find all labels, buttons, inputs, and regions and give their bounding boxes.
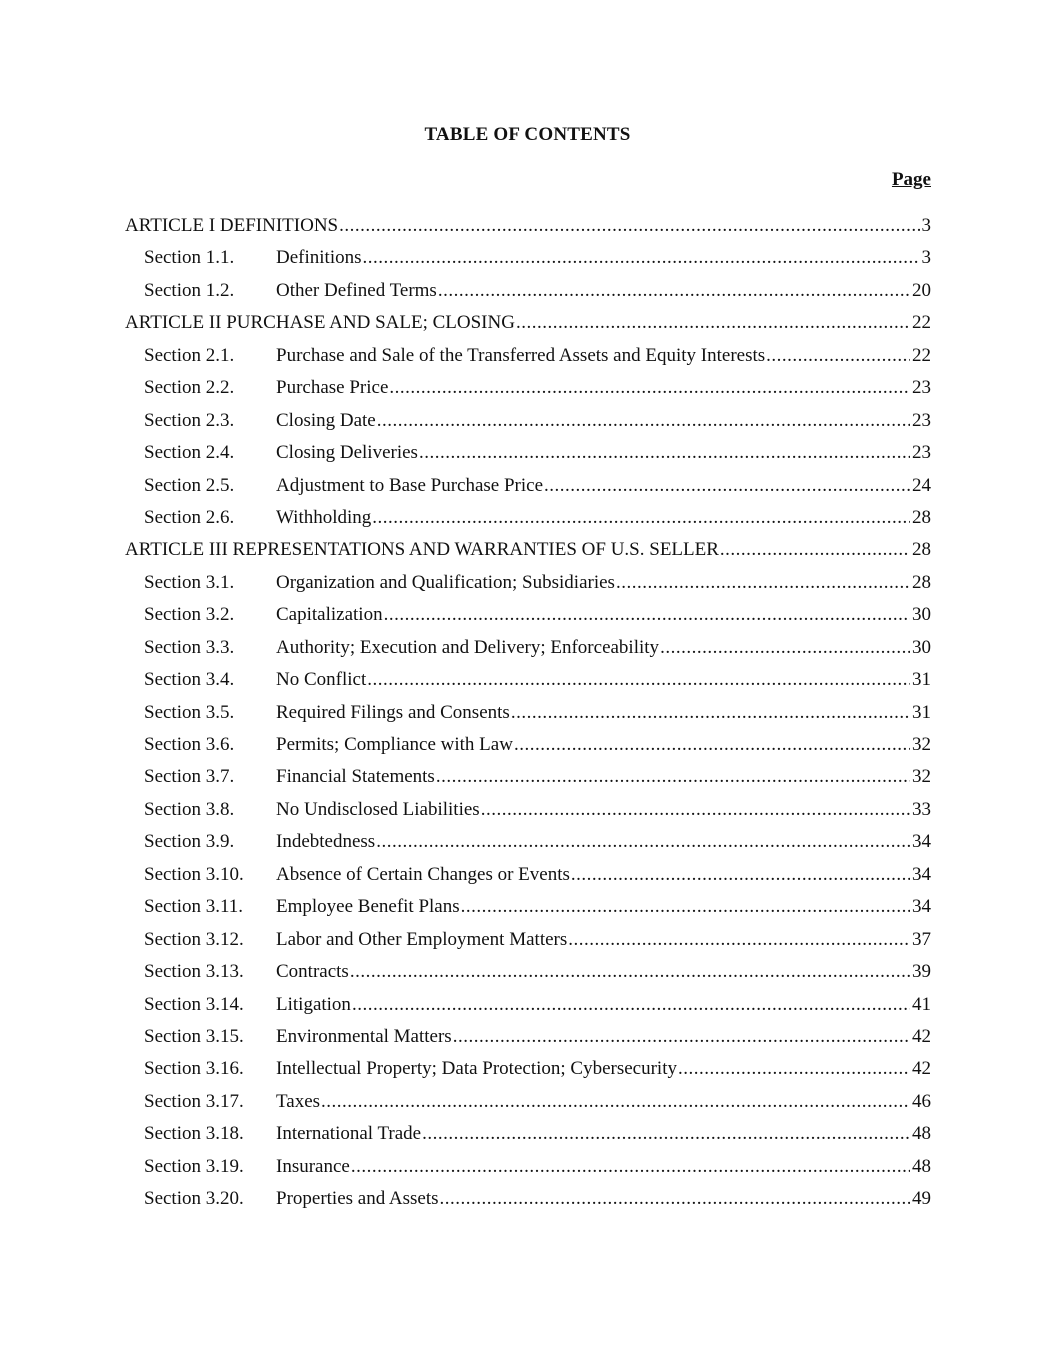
section-title: Closing Date: [276, 409, 376, 431]
section-title: Labor and Other Employment Matters: [276, 928, 568, 950]
dot-leader: [766, 340, 910, 372]
toc-section-entry[interactable]: [125, 664, 931, 696]
page-number: 23: [912, 442, 931, 464]
page-number: 23: [912, 377, 931, 399]
dot-leader: [372, 502, 910, 534]
page-number: 31: [912, 669, 931, 691]
toc-section-entry[interactable]: [125, 372, 931, 404]
section-title: Other Defined Terms: [276, 279, 437, 301]
page-number: 48: [912, 1123, 931, 1145]
section-number: Section 3.3.: [144, 636, 235, 658]
section-title: Withholding: [276, 506, 372, 528]
toc-section-entry[interactable]: [125, 437, 931, 469]
section-number: Section 3.4.: [144, 669, 235, 691]
dot-leader: [377, 405, 910, 437]
section-title: Financial Statements: [276, 766, 435, 788]
page-column-heading: Page: [891, 169, 931, 190]
section-number: Section 3.19.: [144, 1155, 244, 1177]
section-title: Taxes: [276, 1090, 321, 1112]
section-title: Contracts: [276, 961, 349, 983]
toc-section-entry[interactable]: [125, 697, 931, 729]
dot-leader: [511, 697, 910, 729]
toc-section-entry[interactable]: [125, 340, 931, 372]
section-number: Section 3.2.: [144, 604, 235, 626]
dot-leader: [568, 924, 910, 956]
page-number: 30: [912, 636, 931, 658]
section-title: Environmental Matters: [276, 1025, 452, 1047]
dot-leader: [481, 794, 910, 826]
toc-section-entry[interactable]: [125, 794, 931, 826]
page-number: 37: [912, 928, 931, 950]
article-title: ARTICLE III REPRESENTATIONS AND WARRANTIES OF U.S. SELLER: [125, 539, 719, 561]
page-number: 28: [912, 539, 931, 561]
section-number: Section 3.20.: [144, 1188, 244, 1210]
section-number: Section 3.8.: [144, 798, 235, 820]
toc-section-entry[interactable]: [125, 1053, 931, 1085]
toc-section-entry[interactable]: [125, 891, 931, 923]
section-title: No Undisclosed Liabilities: [276, 798, 480, 820]
dot-leader: [514, 729, 910, 761]
toc-section-entry[interactable]: [125, 599, 931, 631]
toc-list: [125, 210, 931, 1216]
dot-leader: [367, 664, 910, 696]
page-number: 32: [912, 734, 931, 755]
page-number: 34: [912, 831, 931, 853]
dot-leader: [339, 210, 919, 242]
toc-section-entry[interactable]: [125, 1021, 931, 1053]
dot-leader: [384, 599, 910, 631]
page-number: 41: [912, 993, 931, 1015]
section-number: Section 3.6.: [144, 734, 235, 755]
toc-section-entry[interactable]: [125, 1151, 931, 1183]
section-number: Section 3.1.: [144, 571, 235, 593]
section-title: International Trade: [276, 1123, 422, 1145]
page-number: 34: [912, 863, 931, 885]
toc-section-entry[interactable]: [125, 242, 931, 274]
dot-leader: [389, 372, 910, 404]
toc-article-entry[interactable]: [125, 307, 931, 339]
page-number: 22: [912, 344, 931, 366]
section-number: Section 3.11.: [144, 896, 244, 918]
dot-leader: [350, 956, 910, 988]
section-title: Insurance: [276, 1155, 350, 1177]
toc-article-entry[interactable]: [125, 210, 931, 242]
page-number: 28: [912, 571, 931, 593]
toc-section-entry[interactable]: [125, 275, 931, 307]
dot-leader: [678, 1053, 910, 1085]
dot-leader: [419, 437, 910, 469]
article-title: ARTICLE II PURCHASE AND SALE; CLOSING: [125, 312, 515, 334]
toc-section-entry[interactable]: [125, 502, 931, 534]
section-number: Section 3.18.: [144, 1123, 244, 1145]
article-title: ARTICLE I DEFINITIONS: [125, 215, 339, 236]
section-title: Closing Deliveries: [276, 442, 418, 464]
section-title: Required Filings and Consents: [276, 701, 510, 723]
page-number: 46: [912, 1090, 931, 1112]
section-number: Section 3.9.: [144, 831, 235, 853]
section-title: Employee Benefit Plans: [276, 896, 460, 918]
toc-title: TABLE OF CONTENTS: [424, 124, 631, 145]
section-title: Definitions: [276, 247, 362, 269]
page-number: 23: [912, 409, 931, 431]
toc-section-entry[interactable]: [125, 567, 931, 599]
section-number: Section 3.10.: [144, 863, 244, 885]
page-number: 31: [912, 701, 931, 723]
section-number: Section 3.12.: [144, 928, 244, 950]
page-number: 48: [912, 1155, 931, 1177]
section-title: Capitalization: [276, 604, 383, 626]
toc-section-entry[interactable]: [125, 1118, 931, 1150]
section-number: Section 3.17.: [144, 1090, 244, 1112]
toc-section-entry[interactable]: [125, 729, 931, 761]
page-number: 3: [921, 247, 931, 269]
toc-section-entry[interactable]: [125, 470, 931, 502]
section-title: Intellectual Property; Data Protection; Cybersecurity: [276, 1058, 677, 1080]
dot-leader: [440, 1183, 910, 1215]
section-title: Organization and Qualification; Subsidiaries: [276, 571, 615, 593]
section-number: Section 3.13.: [144, 961, 244, 983]
dot-leader: [321, 1086, 910, 1118]
dot-leader: [660, 632, 910, 664]
dot-leader: [422, 1118, 910, 1150]
toc-section-entry[interactable]: [125, 956, 931, 988]
section-number: Section 2.4.: [144, 442, 235, 464]
section-title: Absence of Certain Changes or Events: [276, 863, 570, 885]
section-title: Litigation: [276, 993, 351, 1015]
toc-section-entry[interactable]: [125, 826, 931, 858]
toc-section-entry[interactable]: [125, 859, 931, 891]
page-number: 34: [912, 896, 931, 918]
dot-leader: [571, 859, 910, 891]
dot-leader: [616, 567, 910, 599]
page-number: 30: [912, 604, 931, 626]
page-number: 22: [912, 312, 931, 334]
toc-section-entry[interactable]: [125, 405, 931, 437]
section-number: Section 2.5.: [144, 474, 235, 496]
dot-leader: [438, 275, 910, 307]
toc-section-entry[interactable]: [125, 1183, 931, 1215]
section-title: Purchase Price: [276, 377, 389, 399]
section-title: No Conflict: [276, 669, 367, 691]
dot-leader: [516, 307, 910, 339]
section-number: Section 2.3.: [144, 409, 235, 431]
toc-article-entry[interactable]: [125, 534, 931, 566]
page-number: 42: [912, 1025, 931, 1047]
page-number: 32: [912, 766, 931, 788]
section-number: Section 1.2.: [144, 279, 235, 301]
section-title: Permits; Compliance with Law: [276, 734, 513, 755]
section-number: Section 3.7.: [144, 766, 235, 788]
dot-leader: [363, 242, 920, 274]
section-title: Adjustment to Base Purchase Price: [276, 474, 544, 496]
section-number: Section 1.1.: [144, 247, 235, 269]
toc-section-entry[interactable]: [125, 989, 931, 1021]
page-number: 24: [912, 474, 931, 496]
dot-leader: [544, 470, 910, 502]
page-number: 49: [912, 1188, 931, 1210]
section-number: Section 2.2.: [144, 377, 235, 399]
dot-leader: [461, 891, 910, 923]
section-title: Properties and Assets: [276, 1188, 439, 1210]
dot-leader: [351, 1151, 910, 1183]
page-number: 39: [912, 961, 931, 983]
dot-leader: [436, 761, 910, 793]
page-number: 33: [912, 798, 931, 820]
section-number: Section 3.16.: [144, 1058, 244, 1080]
section-title: Authority; Execution and Delivery; Enforceability: [276, 636, 660, 658]
section-number: Section 2.6.: [144, 506, 235, 528]
page-number: 42: [912, 1058, 931, 1080]
section-title: Indebtedness: [276, 831, 376, 853]
toc-section-entry[interactable]: [125, 1086, 931, 1118]
dot-leader: [720, 534, 910, 566]
section-number: Section 3.15.: [144, 1025, 244, 1047]
dot-leader: [376, 826, 910, 858]
dot-leader: [453, 1021, 910, 1053]
page-number: 3: [921, 215, 931, 236]
toc-section-entry[interactable]: [125, 632, 931, 664]
toc-section-entry[interactable]: [125, 761, 931, 793]
section-number: Section 2.1.: [144, 344, 235, 366]
section-title: Purchase and Sale of the Transferred Assets and Equity Interests: [276, 344, 766, 366]
section-number: Section 3.5.: [144, 701, 235, 723]
dot-leader: [352, 989, 910, 1021]
page-number: 28: [912, 506, 931, 528]
page-number: 20: [912, 279, 931, 301]
toc-section-entry[interactable]: [125, 924, 931, 956]
section-number: Section 3.14.: [144, 993, 244, 1015]
